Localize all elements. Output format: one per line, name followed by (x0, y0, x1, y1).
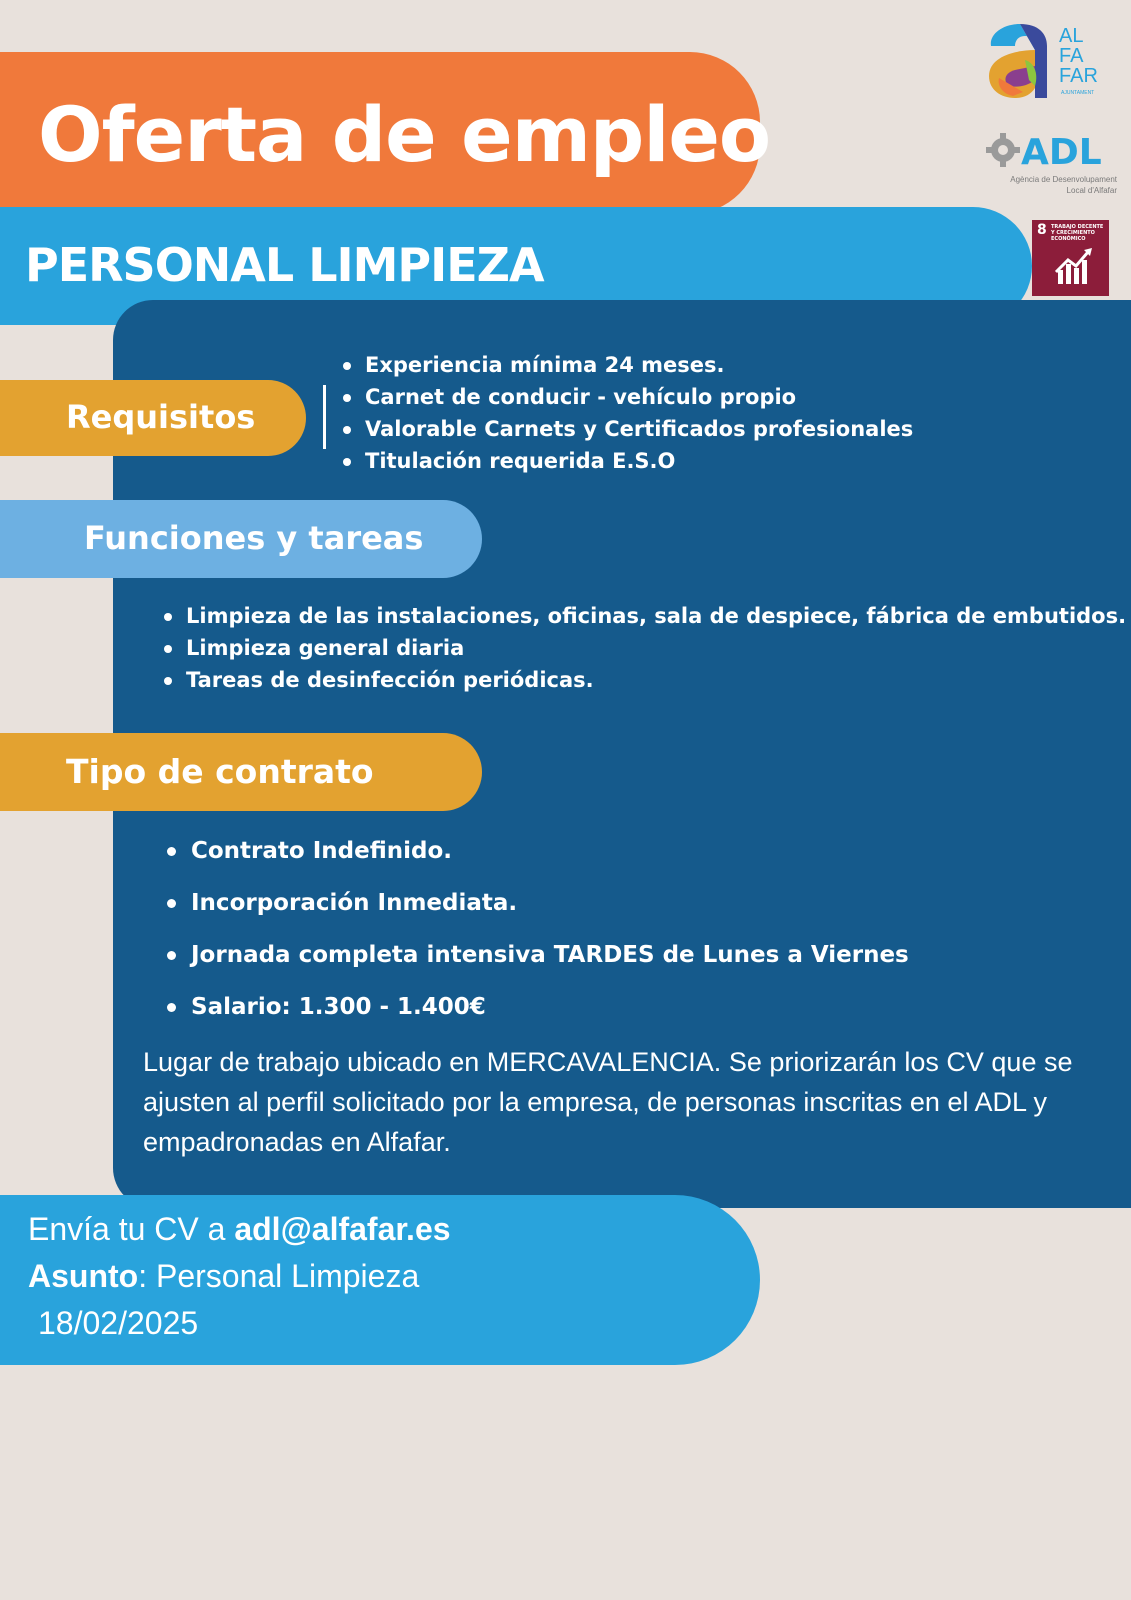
growth-chart-icon (1056, 248, 1092, 284)
alfafar-logo (985, 20, 1125, 102)
list-item: Carnet de conducir - vehículo propio (365, 383, 913, 415)
send-line (28, 1206, 451, 1253)
svg-text:Agència de Desenvolupament: Agència de Desenvolupament (1010, 175, 1117, 184)
list-item: Titulación requerida E.S.O (365, 447, 913, 479)
subject-line (28, 1253, 451, 1300)
svg-text:ADL: ADL (1021, 132, 1102, 173)
list-item: Experiencia mínima 24 meses. (365, 351, 913, 383)
email-link[interactable]: adl@alfafar.es (234, 1211, 451, 1247)
requisitos-heading: Requisitos (66, 398, 256, 436)
list-item: Limpieza general diaria (186, 634, 1126, 666)
gear-icon (986, 133, 1020, 167)
requisitos-list (365, 351, 913, 479)
send-prefix: Envía tu CV a (28, 1211, 235, 1247)
workplace-note: Lugar de trabajo ubicado en MERCAVALENCIA. Se priorizarán los CV que se ajusten al perfil solicitado por la empresa, de personas inscritas en el ADL y empadronadas en Alfafar. (143, 1047, 1073, 1157)
svg-text:Local d'Alfafar: Local d'Alfafar (1066, 186, 1117, 195)
svg-text:AJUNTAMENT: AJUNTAMENT (1061, 90, 1095, 96)
contrato-list (191, 835, 909, 1043)
list-item: Incorporación Inmediata. (191, 887, 909, 939)
subject-label: Asunto (28, 1258, 139, 1294)
sdg-number: 8 (1037, 222, 1047, 238)
svg-text:FAR: FAR (1059, 65, 1098, 87)
list-item: Valorable Carnets y Certificados profesionales (365, 415, 913, 447)
list-item: Jornada completa intensiva TARDES de Lunes a Viernes (191, 939, 909, 991)
funciones-heading: Funciones y tareas (84, 519, 424, 557)
list-item: Limpieza de las instalaciones, oficinas, sala de despiece, fábrica de embutidos. (186, 602, 1126, 634)
post-date: 18/02/2025 (38, 1305, 199, 1341)
contrato-heading: Tipo de contrato (66, 752, 374, 791)
adl-logo (985, 128, 1121, 200)
page-title: Oferta de empleo (38, 90, 771, 179)
svg-text:FA: FA (1059, 45, 1084, 67)
list-item: Contrato Indefinido. (191, 835, 909, 887)
sdg-label: TRABAJO DECENTE Y CRECIMIENTO ECONÓMICO (1051, 224, 1104, 242)
subject-value: : Personal Limpieza (138, 1258, 420, 1294)
divider (323, 385, 326, 449)
funciones-list (186, 602, 1126, 698)
list-item: Tareas de desinfección periódicas. (186, 666, 1126, 698)
svg-text:AL: AL (1059, 25, 1084, 47)
job-title: PERSONAL LIMPIEZA (25, 238, 544, 292)
list-item: Salario: 1.300 - 1.400€ (191, 991, 909, 1043)
contact-info (28, 1206, 451, 1347)
